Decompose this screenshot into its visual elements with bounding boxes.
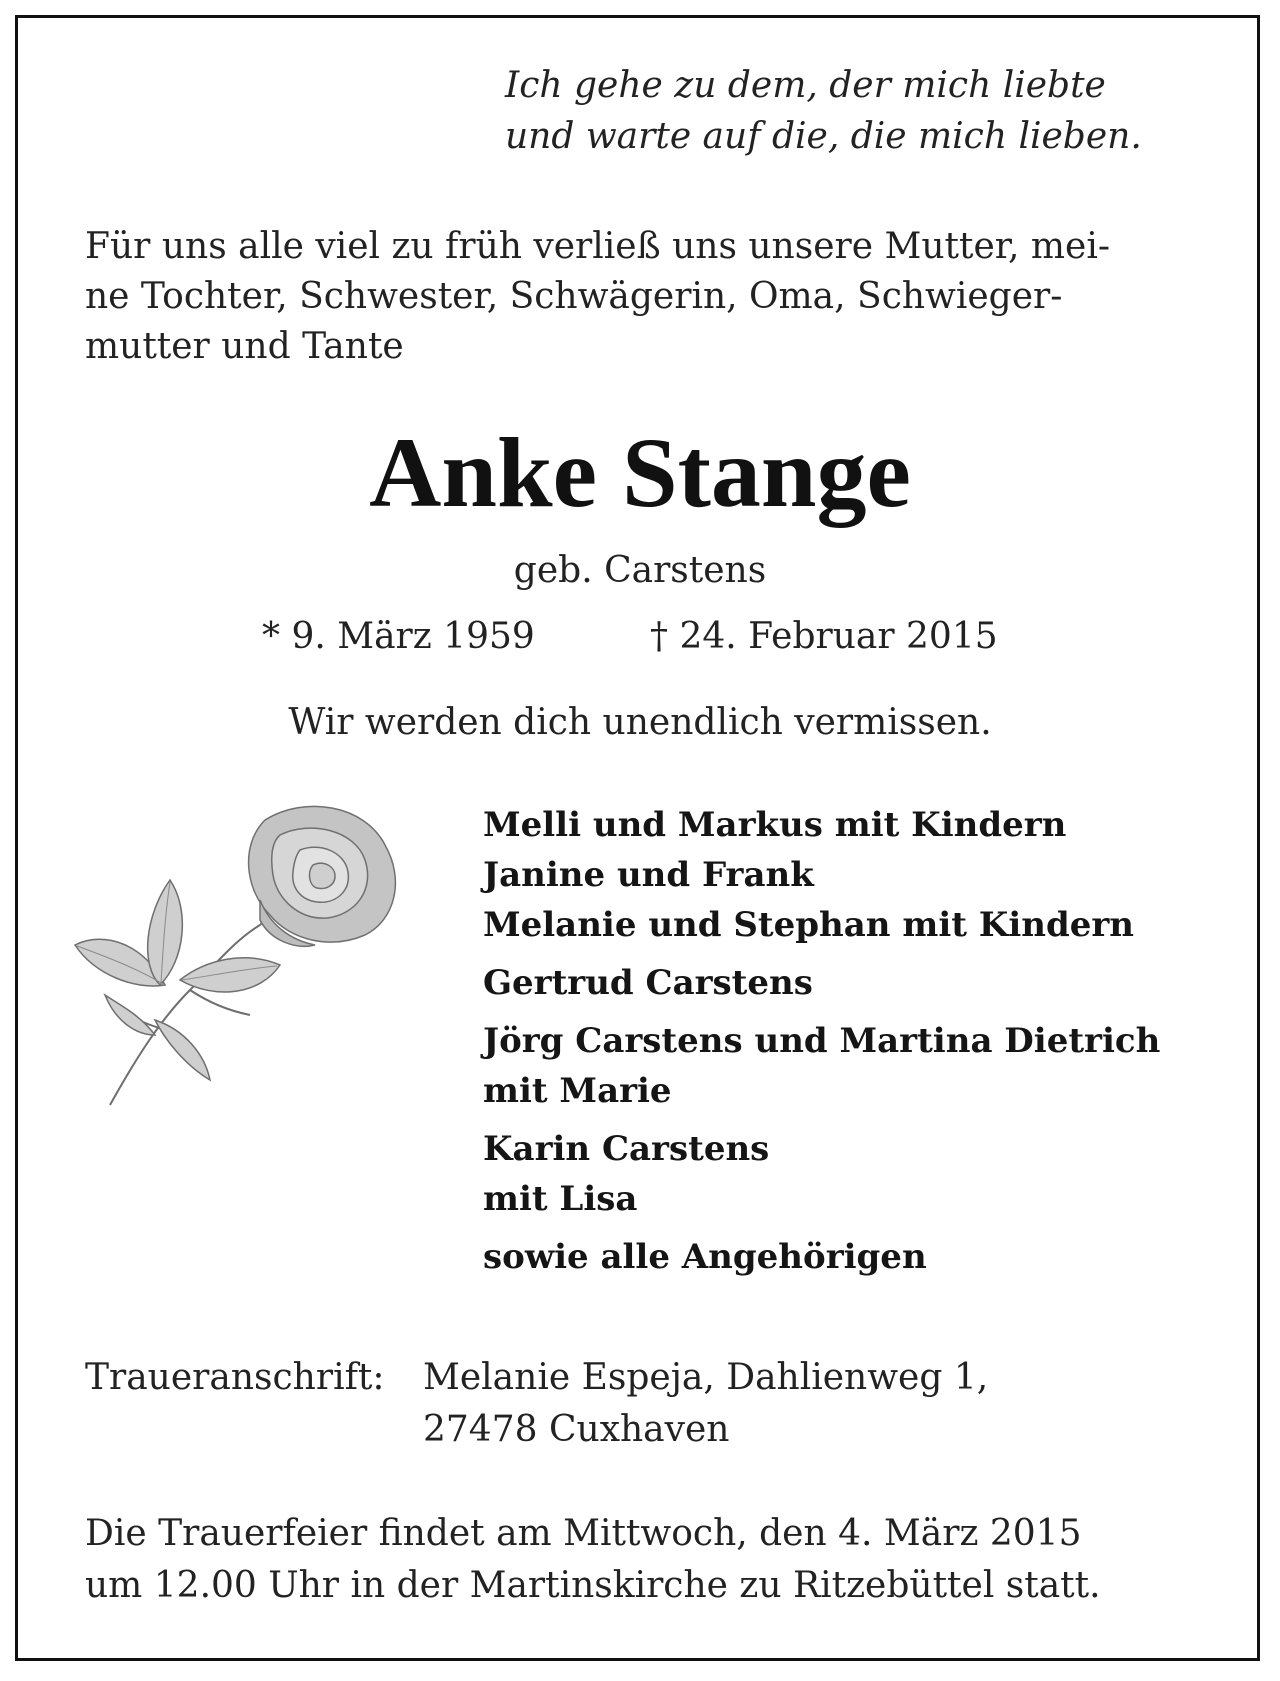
mourner-line: Jörg Carstens und Martina Dietrich [483,1021,1161,1061]
intro-line: ne Tochter, Schwester, Schwägerin, Oma, Schwieger- [85,276,1063,317]
mourner-line: mit Lisa [483,1179,638,1219]
farewell-line: Wir werden dich unendlich vermissen. [288,702,992,743]
death-date: † 24. Februar 2015 [650,616,998,657]
intro-line: mutter und Tante [85,326,404,367]
mourner-line: sowie alle Angehörigen [483,1237,927,1277]
service-line: um 12.00 Uhr in der Martinskirche zu Ritzebüttel statt. [85,1565,1101,1606]
motto-line: und warte auf die, die mich lieben. [505,116,1142,157]
mourner-line: Gertrud Carstens [483,963,813,1003]
mourner-line: Janine und Frank [483,855,814,895]
mourner-line: mit Marie [483,1071,672,1111]
motto-line: Ich gehe zu dem, der mich liebte [505,65,1106,106]
mourners-list [483,800,1160,1282]
birth-date: * 9. März 1959 [262,616,535,657]
maiden-name: geb. Carstens [513,550,767,591]
intro-text [85,222,1195,372]
motto-quote [505,60,1142,162]
address-line: Melanie Espeja, Dahlienweg 1, [423,1357,989,1398]
mourner-line: Karin Carstens [483,1129,770,1169]
rose-icon [65,800,425,1160]
mourner-line: Melanie und Stephan mit Kindern [483,905,1134,945]
funeral-service-info [85,1508,1101,1612]
deceased-name: Anke Stange [369,417,911,528]
address-label: Traueranschrift: [85,1357,385,1398]
address-line: 27478 Cuxhaven [423,1409,730,1450]
mourner-line: Melli und Markus mit Kindern [483,805,1067,845]
intro-line: Für uns alle viel zu früh verließ uns unsere Mutter, mei- [85,226,1111,267]
mourning-address [423,1352,988,1456]
service-line: Die Trauerfeier findet am Mittwoch, den 4. März 2015 [85,1513,1082,1554]
